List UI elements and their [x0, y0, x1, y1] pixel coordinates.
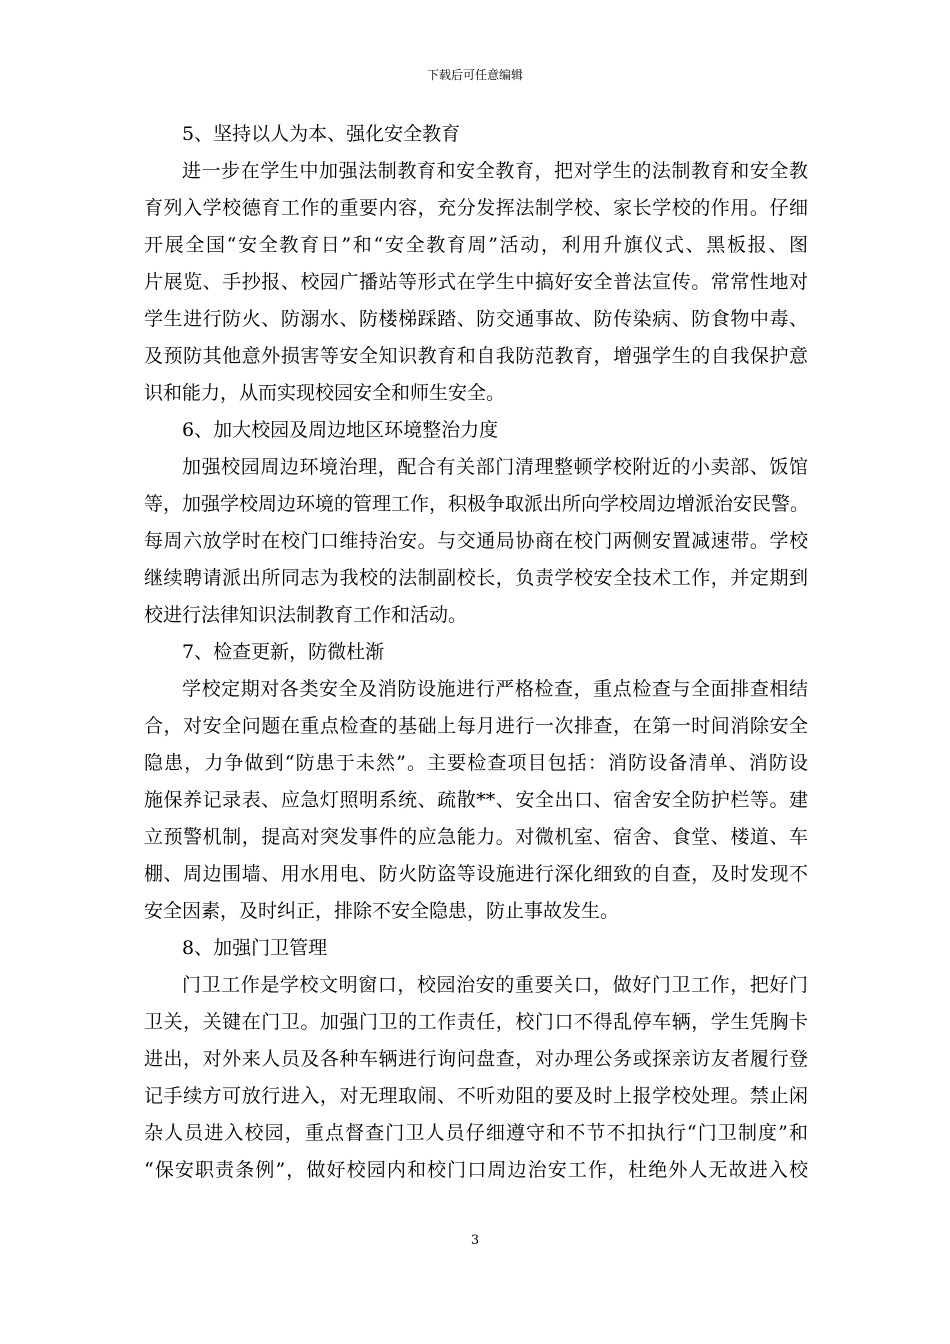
- paragraph-line: 识和能力，从而实现校园安全和师生安全。: [144, 382, 506, 404]
- document-body: [144, 116, 808, 1189]
- paragraph-line: 继续聘请派出所同志为我校的法制副校长，负责学校安全技术工作，并定期到: [144, 567, 808, 589]
- page-header: 下载后可任意编辑: [426, 68, 523, 82]
- paragraph-line: 立预警机制，提高对突发事件的应急能力。对微机室、宿舍、食堂、楼道、车: [144, 826, 808, 848]
- paragraph-line: 等，加强学校周边环境的管理工作，积极争取派出所向学校周边增派治安民警。: [144, 493, 810, 515]
- section-heading: 5、坚持以人为本、强化安全教育: [182, 123, 461, 145]
- paragraph-line: 隐患，力争做到“防患于未然”。主要检查项目包括：消防设备清单、消防设: [144, 752, 808, 774]
- paragraph-line: 合，对安全问题在重点检查的基础上每月进行一次排查，在第一时间消除安全: [144, 715, 808, 737]
- section-heading: 6、加大校园及周边地区环境整治力度: [182, 419, 499, 441]
- paragraph-line: 学生进行防火、防溺水、防楼梯踩踏、防交通事故、防传染病、防食物中毒、: [144, 308, 808, 330]
- section-heading: 7、检查更新，防微杜渐: [182, 641, 385, 663]
- paragraph-line: 进出，对外来人员及各种车辆进行询问盘查，对办理公务或探亲访友者履行登: [144, 1048, 808, 1070]
- paragraph-line: 片展览、手抄报、校园广播站等形式在学生中搞好安全普法宣传。常常性地对: [144, 271, 808, 293]
- paragraph-line: 安全因素，及时纠正，排除不安全隐患，防止事故发生。: [144, 900, 620, 922]
- paragraph-line: 杂人员进入校园，重点督查门卫人员仔细遵守和不节不扣执行“门卫制度”和: [144, 1122, 808, 1144]
- section-heading: 8、加强门卫管理: [182, 937, 328, 959]
- page-number: 3: [470, 1233, 480, 1248]
- paragraph-line: 棚、周边围墙、用水用电、防火防盗等设施进行深化细致的自查，及时发现不: [144, 863, 808, 885]
- paragraph-line: 加强校园周边环境治理，配合有关部门清理整顿学校附近的小卖部、饭馆: [182, 456, 808, 478]
- paragraph-line: 记手续方可放行进入，对无理取闹、不听劝阻的要及时上报学校处理。禁止闲: [144, 1085, 808, 1107]
- paragraph-line: 及预防其他意外损害等安全知识教育和自我防范教育，增强学生的自我保护意: [144, 345, 808, 367]
- paragraph-line: 进一步在学生中加强法制教育和安全教育，把对学生的法制教育和安全教: [182, 160, 808, 182]
- paragraph-line: 校进行法律知识法制教育工作和活动。: [144, 604, 468, 626]
- paragraph-line: 开展全国“安全教育日”和“安全教育周”活动，利用升旗仪式、黑板报、图: [144, 234, 808, 256]
- paragraph-line: 育列入学校德育工作的重要内容，充分发挥法制学校、家长学校的作用。仔细: [144, 197, 808, 219]
- paragraph-line: 每周六放学时在校门口维持治安。与交通局协商在校门两侧安置减速带。学校: [144, 530, 808, 552]
- paragraph-line: “保安职责条例”，做好校园内和校门口周边治安工作，杜绝外人无故进入校: [144, 1159, 808, 1181]
- paragraph-line: 施保养记录表、应急灯照明系统、疏散**、安全出口、宿舍安全防护栏等。建: [144, 789, 808, 811]
- paragraph-line: 卫关，关键在门卫。加强门卫的工作责任，校门口不得乱停车辆，学生凭胸卡: [144, 1011, 808, 1033]
- paragraph-line: 学校定期对各类安全及消防设施进行严格检查，重点检查与全面排查相结: [182, 678, 808, 700]
- paragraph-line: 门卫工作是学校文明窗口，校园治安的重要关口，做好门卫工作，把好门: [182, 974, 808, 996]
